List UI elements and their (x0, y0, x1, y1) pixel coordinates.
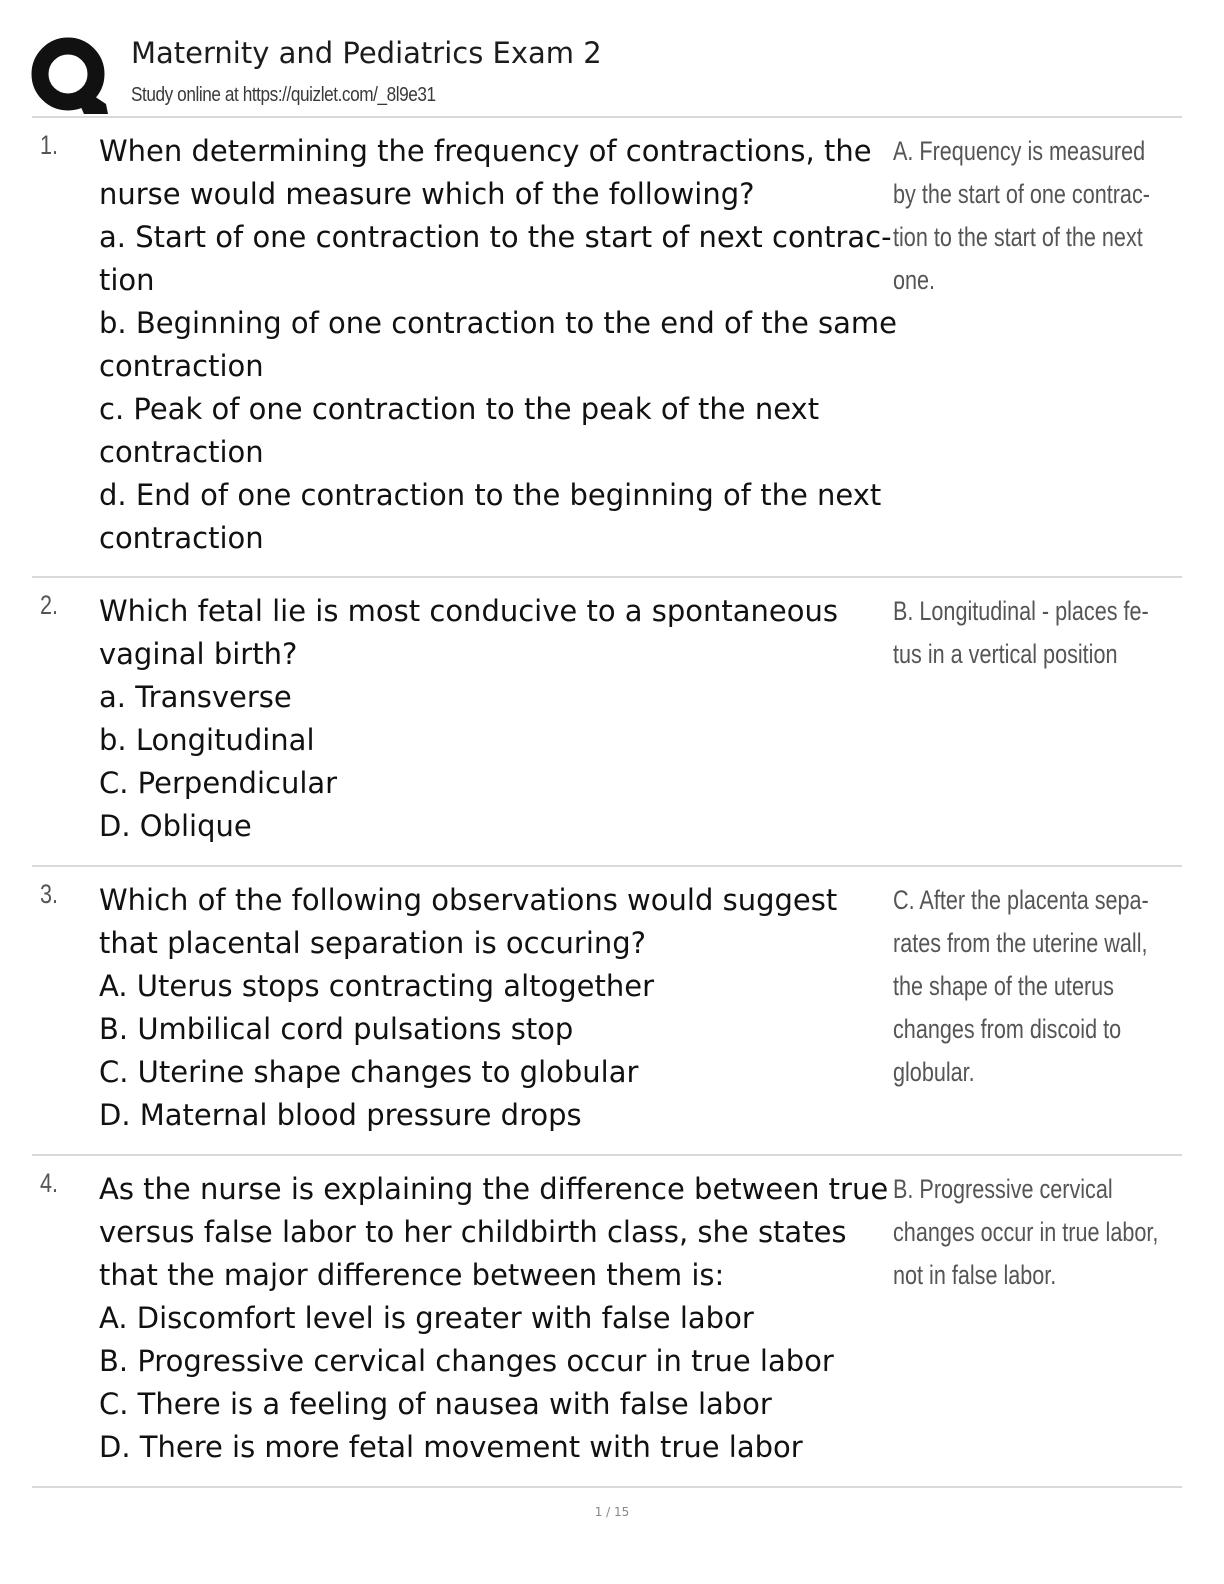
page-number: 1 / 15 (594, 1505, 630, 1519)
answer-text: B. Progressive cervical changes occur in true labor, not in false labor. (893, 1174, 1159, 1290)
question-text: Which fetal lie is most conducive to a spontaneous vaginal birth? a. Transverse b. Longitudinal C. Perpendicular D. Oblique (99, 594, 839, 843)
card-number: 1. (40, 130, 59, 160)
divider (32, 116, 1182, 118)
answer-text: C. After the placenta sepa- rates from the uterine wall, the shape of the uterus changes from discoid to globular. (893, 885, 1149, 1087)
question-text: As the nurse is explaining the difference between true versus false labor to her childbirth class, she states that the major difference between them is: A. Discomfort level is greater with false labor B. Progressive cervical changes occur in true labor C. There is a feeling of nausea with false labor D. There is more fetal movement with true labor (99, 1172, 889, 1464)
study-online-link[interactable]: Study online at https://quizlet.com/_8l9e31 (131, 84, 436, 106)
card-number: 2. (40, 590, 59, 620)
question-text: Which of the following observations would suggest that placental separation is occuring? A. Uterus stops contracting altogether B. Umbilical cord pulsations stop C. Uterine shape changes to globular D. Maternal blood pressure drops (99, 883, 838, 1132)
card-number: 3. (40, 879, 59, 909)
divider (32, 1154, 1182, 1156)
divider (32, 865, 1182, 867)
divider (32, 576, 1182, 578)
answer-text: A. Frequency is measured by the start of one contrac- tion to the start of the next one. (893, 136, 1150, 295)
answer-text: B. Longitudinal - places fe- tus in a vertical position (893, 596, 1149, 669)
quizlet-q-logo (30, 34, 112, 116)
question-text: When determining the frequency of contractions, the nurse would measure which of the following? a. Start of one contraction to the start of next contrac- tion b. Beginning of one contraction to the end of the same contraction c. Peak of one contraction to the peak of the next contraction d. End of one contraction to the beginning of the next contraction (99, 134, 898, 555)
card-number: 4. (40, 1168, 59, 1198)
divider (32, 1486, 1182, 1488)
page-header (30, 30, 1190, 118)
page-title: Maternity and Pediatrics Exam 2 (131, 36, 602, 70)
